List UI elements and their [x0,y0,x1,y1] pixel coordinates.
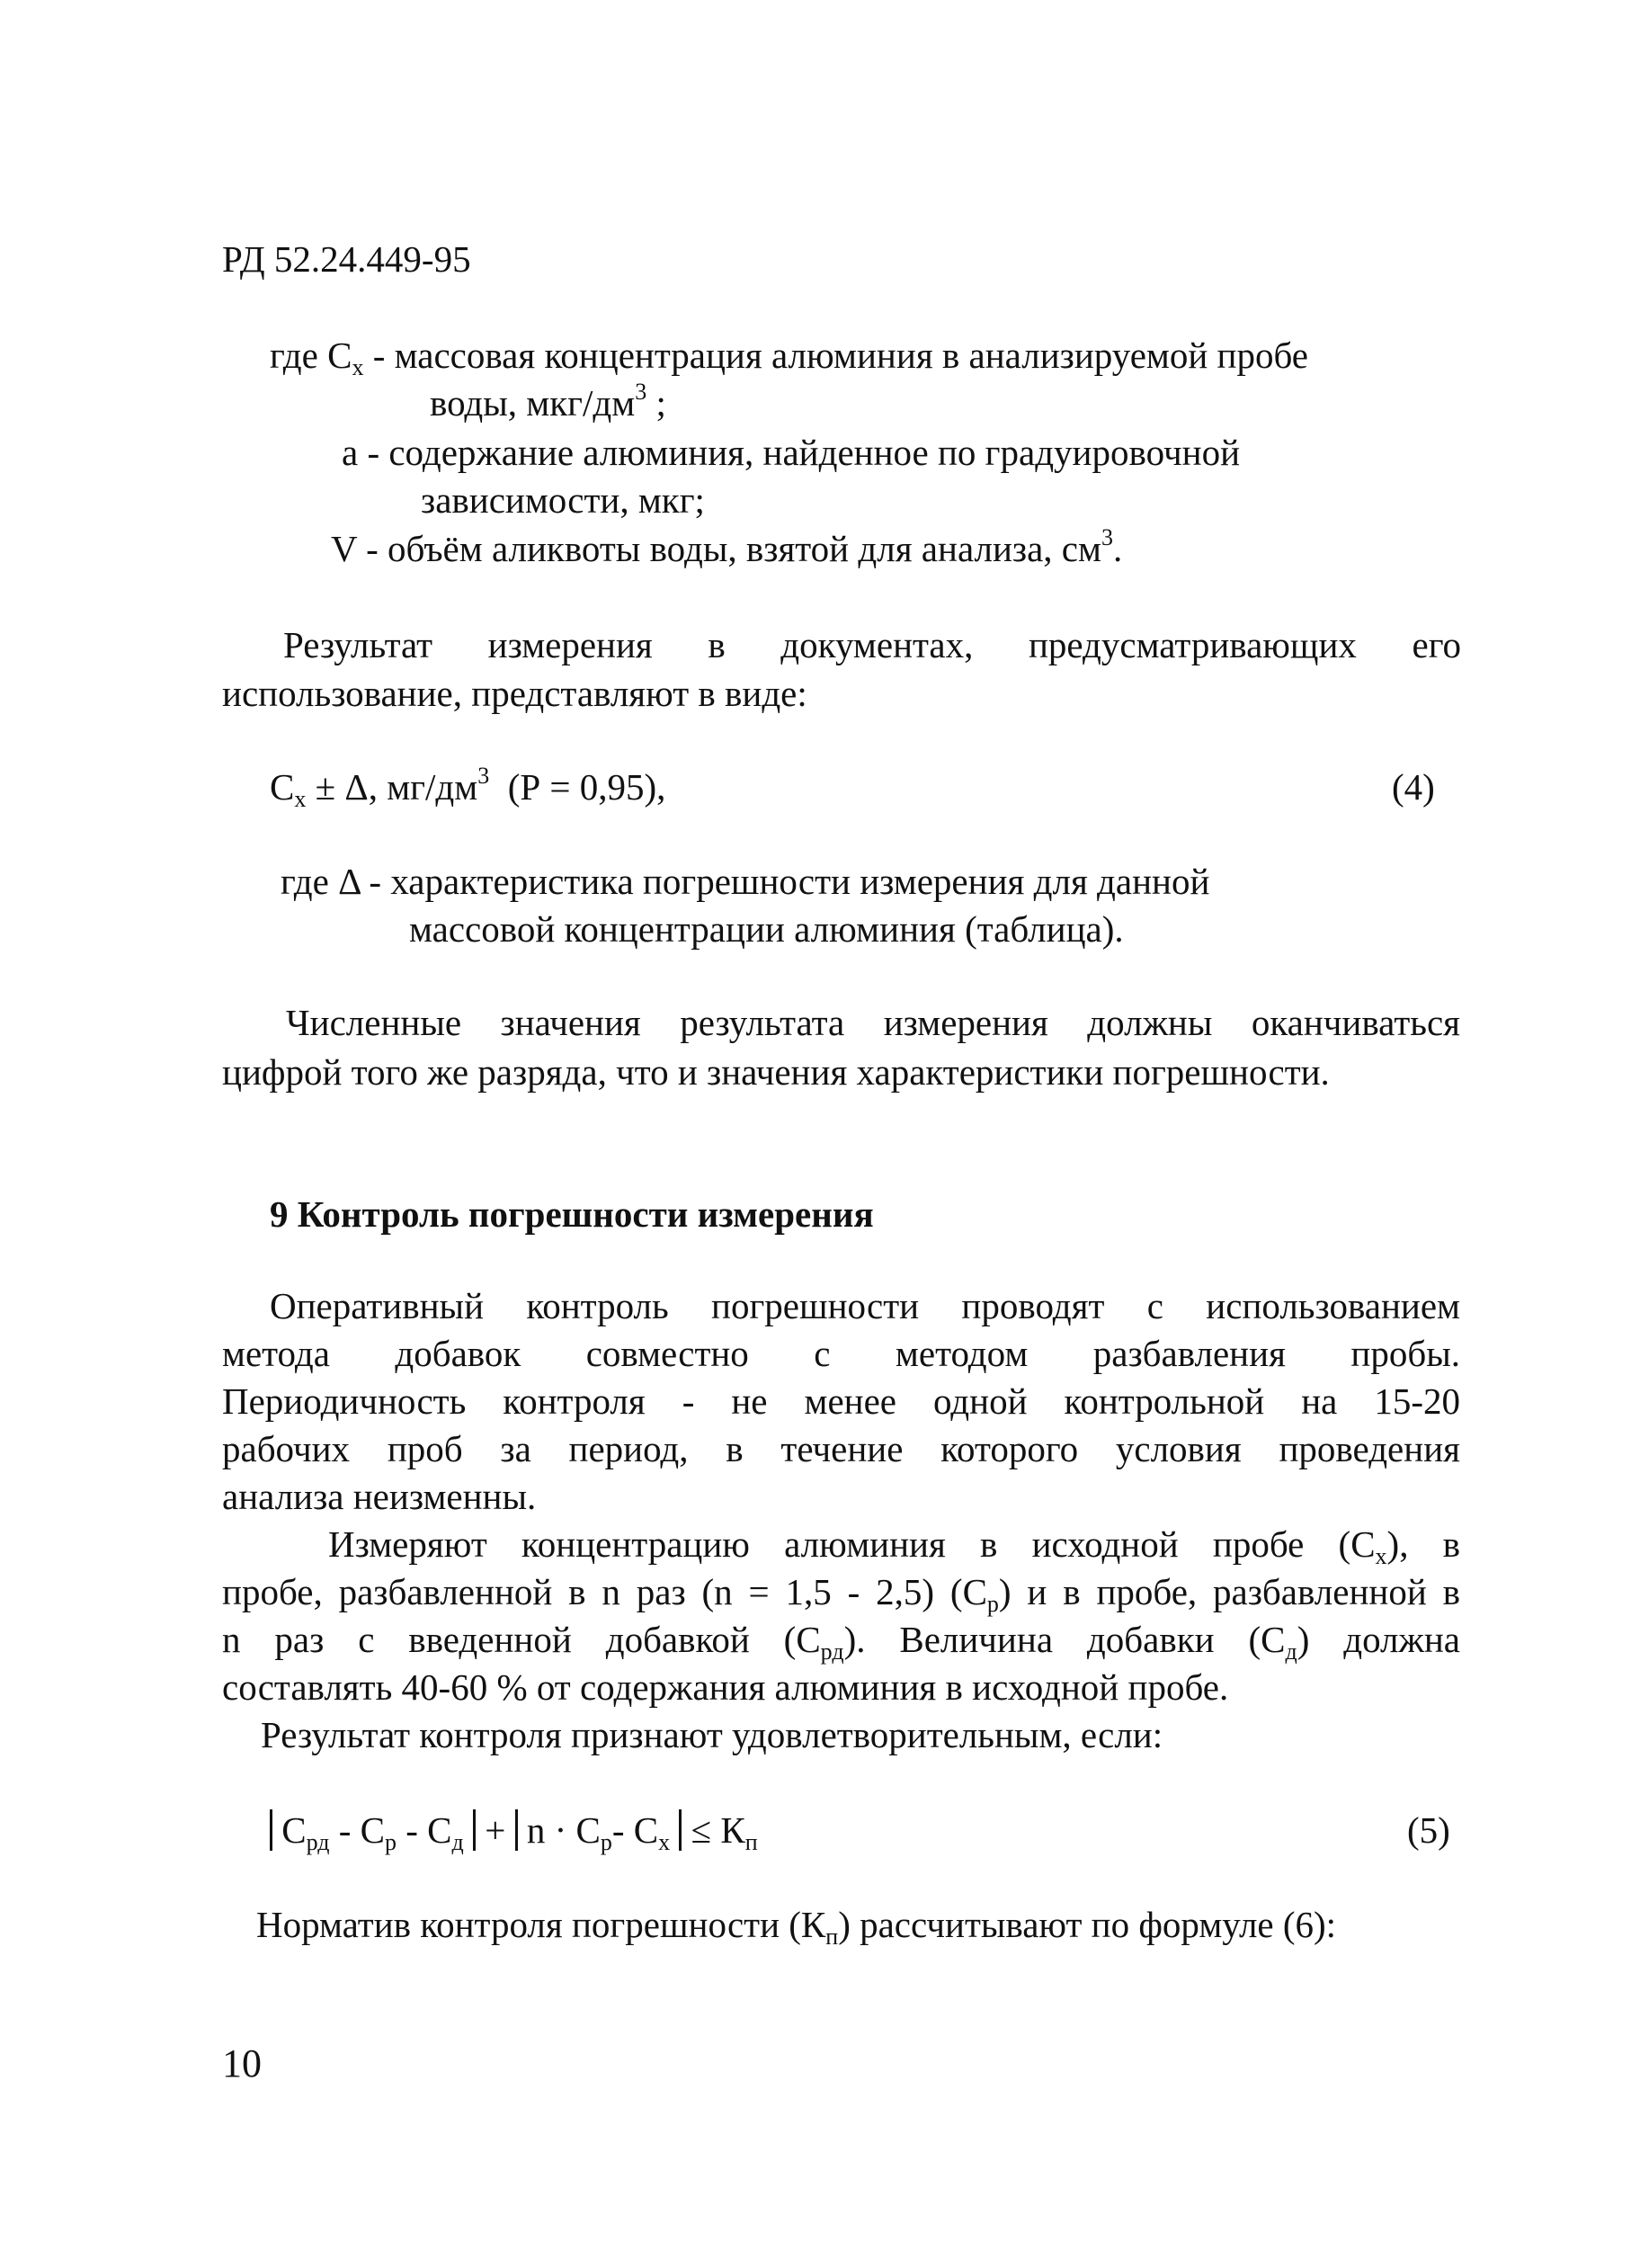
paragraph-control-line: Периодичность контроля - не менее одной контрольной на 15-20 [222,1380,1460,1422]
paragraph-measure-line: пробе, разбавленной в n раз (n = 1,5 - 2,5) $(С_р)$ и в пробе, разбавленной в [222,1571,1461,1617]
paragraph-control-line: Оперативный контроль погрешности проводят с использованием [270,1285,1460,1326]
paragraph-numeric-line: цифрой того же разряда, что и значения характеристики погрешности. [222,1051,1330,1093]
paragraph-control-line: метода добавок совместно с методом разбавления пробы. [222,1333,1460,1374]
paragraph-measure-line: n раз с введенной добавкой $(С_{рд})$. Величина добавки $(С_д)$ должна [222,1619,1460,1665]
paragraph-normative: Норматив контроля погрешности $(К_п)$ рассчитывают по формуле (6): [256,1904,1337,1950]
definition-a-continuation: зависимости, мкг; [421,479,705,521]
paragraph-measure-line: составлять 40-60 % от содержания алюминия в исходной пробе. [222,1666,1229,1708]
page-number: 10 [222,2041,262,2085]
paragraph-satisfactory: Результат контроля признают удовлетворительным, если: [261,1714,1163,1755]
abs-bar [515,1809,518,1851]
definition-delta-continuation: массовой концентрации алюминия (таблица). [409,908,1124,950]
paragraph-control-line: анализа неизменны. [222,1476,537,1517]
definition-a: а - содержание алюминия, найденное по градуировочной [342,432,1241,473]
definition-cx: где $С_х$ - массовая концентрация алюминия в анализируемой пробе [270,335,1308,380]
paragraph-control-line: рабочих проб за период, в течение которого условия проведения [222,1428,1460,1469]
paragraph-measure-line: Измеряют концентрацию алюминия в исходной пробе $(С_х)$, в [328,1523,1461,1569]
paragraph-numeric-line: Численные значения результата измерения должны оканчиваться [286,1002,1460,1043]
formula-5: $С_{рд} - С_р - С_д + n \cdot С_р-$ $С_х \le К_п$ [270,1808,758,1853]
section-heading: 9 Контроль погрешности измерения [270,1193,874,1235]
document-code: РД 52.24.449-95 [222,238,471,280]
definition-v: V - объём аликвоты воды, взятой для анализа, $см^3$. [331,524,1123,569]
formula-4: $С_х \pm \Delta$, $мг/дм^3$ (Р = 0,95), [270,763,666,812]
definition-cx-continuation: воды, мкг/$дм^3$ ; [430,379,666,424]
paragraph-result-line: Результат измерения в документах, предусматривающих его [283,624,1461,665]
paragraph-result-line: использование, представляют в виде: [222,673,807,714]
definition-delta: где Δ - характеристика погрешности измерения для данной [281,861,1210,902]
formula-4-number: (4) [1392,766,1435,808]
abs-bar [270,1809,272,1851]
formula-5-number: (5) [1407,1809,1450,1851]
